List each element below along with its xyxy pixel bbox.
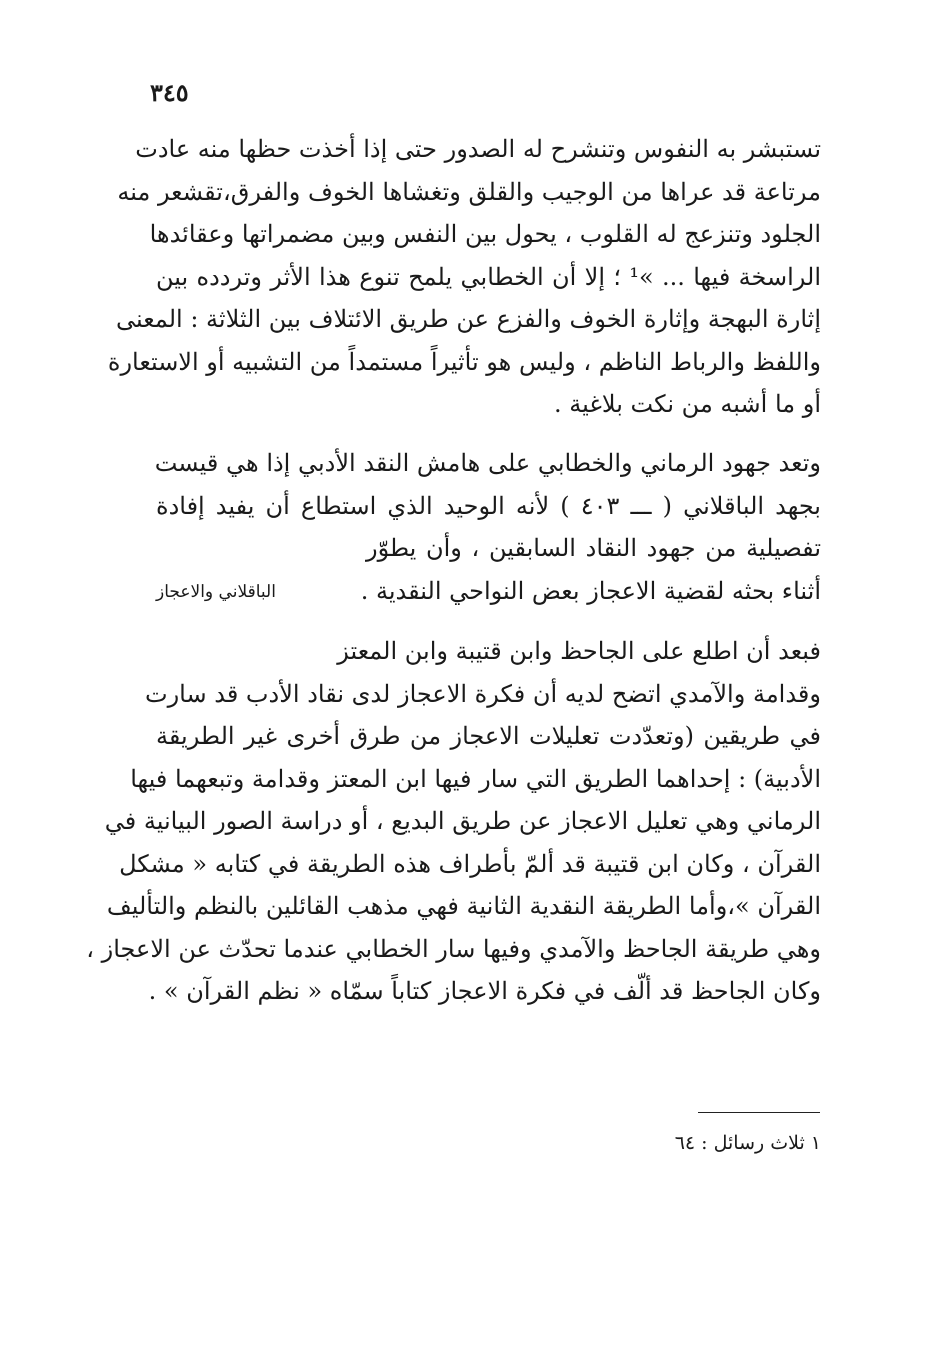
text-line: الراسخة فيها ... »¹ ؛ إلا أن الخطابي يلمح تنوع هذا الأثر وتردده بين [156,262,821,291]
text-line: إثارة البهجة وإثارة الخوف والفزع عن طريق الائتلاف بين الثلاثة : المعنى [116,305,821,333]
paragraph-first [107,128,821,426]
text-line: وتعد جهود الرماني والخطابي على هامش النقد الأدبي إذا هي قيست [154,449,821,477]
text-line: أو ما أشبه من نكت بلاغية . [554,390,821,418]
text-line: واللفظ والرباط الناظم ، وليس هو تأثيراً مستمداً من التشبيه أو الاستعارة [107,347,821,376]
text-line: الجلود وتنزعج له القلوب ، يحول بين النفس وبين مضمراتها وعقائدها [149,220,821,248]
text-row [156,527,821,570]
text-line: الرماني وهي تعليل الاعجاز عن طريق البديع ، أو دراسة الصور البيانية في [104,807,821,835]
text-line: مرتاعة قد عراها من الوجيب والقلق وتغشاها الخوف والفرق،تقشعر منه [117,177,821,206]
margin-note: الباقلاني والاعجاز [156,581,276,602]
text-line: القرآن »،وأما الطريقة النقدية الثانية فهي مذهب القائلين بالنظم والتأليف [106,892,821,920]
footnote: ١ ثلاث رسائل : ٦٤ [674,1132,821,1154]
text-line: في طريقين (وتعدّدت تعليلات الاعجاز من طرق أخرى غير الطريقة [156,722,821,750]
text-line: تفصيلية من جهود النقاد السابقين ، وأن يطوّر [366,534,821,562]
text-line: وقدامة والآمدي اتضح لديه أن فكرة الاعجاز لدى نقاد الأدب قد سارت [145,679,821,708]
paragraph-third [86,630,821,1013]
text-line: القرآن ، وكان ابن قتيبة قد ألمّ بأطراف هذه الطريقة في كتابه « مشكل [119,849,821,878]
text-line: وهي طريقة الجاحظ والآمدي وفيها سار الخطابي عندما تحدّث عن الاعجاز ، [86,934,821,963]
text-line: بجهد الباقلاني ( ـــ ٤٠٣ ) لأنه الوحيد الذي استطاع أن يفيد إفادة [156,491,821,520]
footnote-divider [698,1112,820,1113]
paragraph-second [156,442,821,612]
text-line: الأدبية) : إحداهما الطريق التي سار فيها ابن المعتز وقدامة وتبعهما فيها [130,764,821,793]
text-line: أثناء بحثه لقضية الاعجاز بعض النواحي النقدية . [360,576,821,605]
page-number: ٣٤٥ [150,78,189,107]
text-line: تستبشر به النفوس وتنشرح له الصدور حتى إذا أخذت حظها منه عادت [135,135,821,163]
text-row [156,570,821,613]
text-line: فبعد أن اطلع على الجاحظ وابن قتيبة وابن المعتز [337,637,821,665]
text-line: وكان الجاحظ قد ألّف في فكرة الاعجاز كتاباً سمّاه « نظم القرآن » . [148,977,821,1005]
